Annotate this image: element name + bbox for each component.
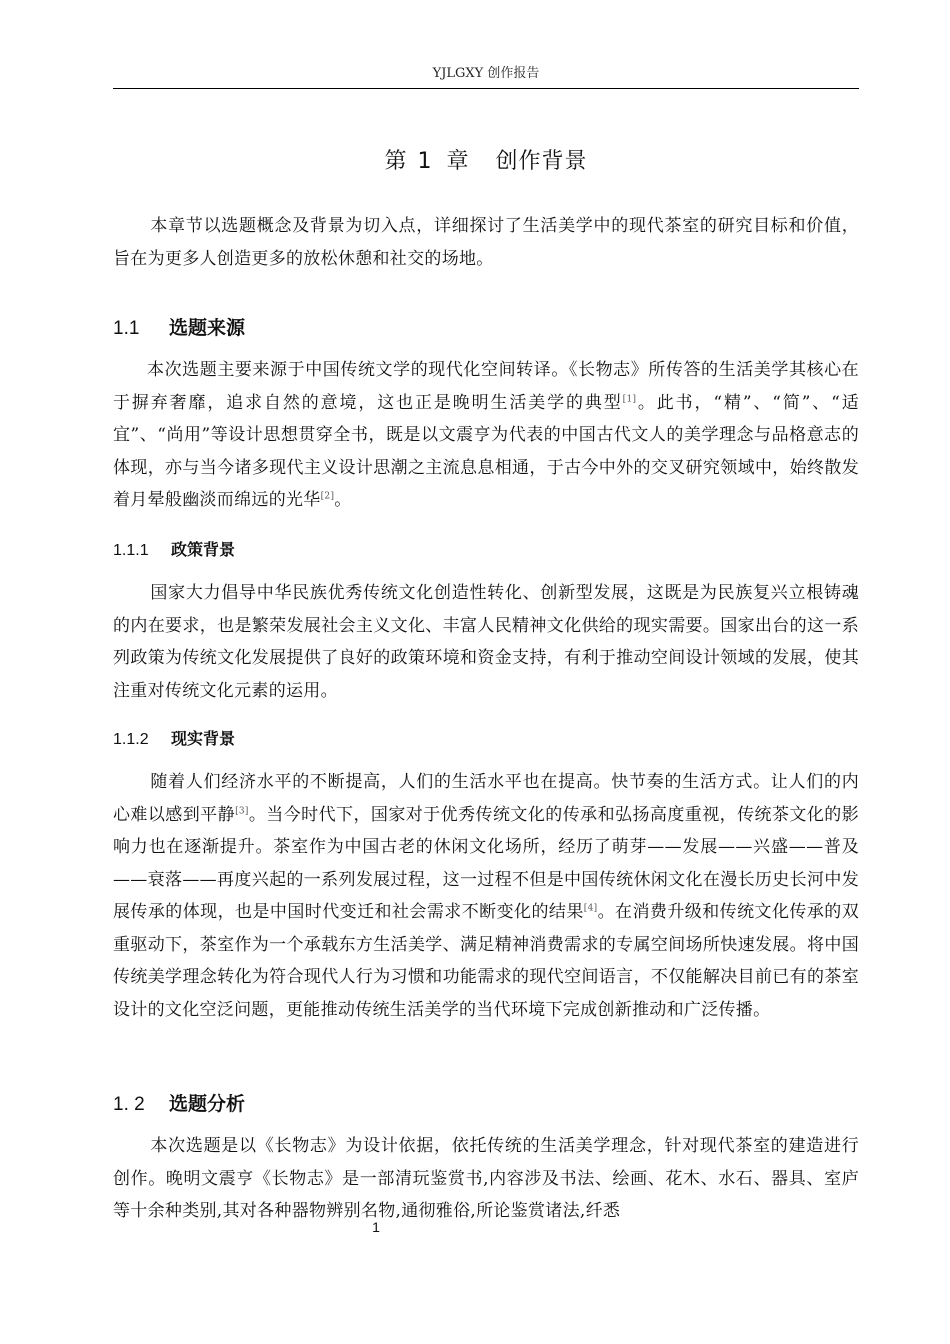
running-header: YJLGXY 创作报告	[432, 66, 540, 81]
section-number: 1.1.1	[113, 542, 149, 559]
paragraph-text: 。此书，“精”、“简”、“适宜”、“尚用”等设计思想贯穿全书，既是以文震亨为代表的中国古代文人的美学理念与品格意志的体现，亦与当今诸多现代主义设计思潮之主流息息相通，于古今中外的交叉研究领域中，始终散发着月晕般幽淡而绵远的光华	[113, 392, 860, 510]
chapter-number: 1	[417, 149, 433, 174]
paragraph-text: 随着人们经济水平的不断提高，人们的生活水平也在提高。快节奏的生活方式。让人们的内心难以感到平静	[113, 772, 859, 825]
section-number: 1.1	[113, 318, 140, 339]
citation-ref: [1]	[622, 393, 637, 404]
section-number: 1. 2	[113, 1094, 145, 1115]
section-heading-1-1-2	[113, 727, 859, 752]
section-heading-1-2	[113, 1090, 859, 1119]
citation-ref: [3]	[235, 805, 249, 816]
chapter-title-text: 创作背景	[495, 149, 588, 174]
section-1-2-paragraph: 本次选题是以《长物志》为设计依据，依托传统的生活美学理念，针对现代茶室的建造进行创作。晚明文震亨《长物志》是一部清玩鉴赏书,内容涉及书法、绘画、花木、水石、器具、室庐等十余种类别,其对各种器物辨别名物,通彻雅俗,所论鉴赏诸法,纤悉	[113, 1136, 859, 1221]
section-1-1-paragraph	[113, 354, 859, 517]
section-heading-1-1-1	[113, 538, 859, 563]
paragraph-text: 本次选题主要来源于中国传统文学的现代化空间转译。《长物志》所传答的生活美学其核心在于摒弃奢靡，追求自然的意境，这也正是晚明生活美学的典型	[113, 360, 859, 413]
citation-ref: [2]	[320, 491, 335, 502]
section-title: 政策背景	[171, 540, 236, 559]
paragraph-text: 。	[334, 490, 352, 510]
section-title: 选题来源	[169, 317, 246, 339]
citation-ref: [4]	[583, 903, 598, 914]
section-title: 现实背景	[171, 729, 236, 748]
section-number: 1.1.2	[113, 731, 149, 748]
paragraph-text: 。当今时代下，国家对于优秀传统文化的传承和弘扬高度重视，传统茶文化的影响力也在逐渐提升。茶室作为中国古老的休闲文化场所，经历了萌芽——发展——兴盛——普及——衰落——再度兴起的一系列发展过程，这一过程不但是中国传统休闲文化在漫长历史长河中发展传承的体现，也是中国时代变迁和社会需求不断变化的结果	[113, 804, 859, 922]
section-heading-1-1	[113, 314, 859, 343]
section-1-1-2-paragraph	[113, 766, 859, 1026]
chapter-label-prefix: 第	[384, 149, 408, 174]
chapter-label-suffix: 章	[446, 149, 470, 174]
header-rule	[113, 88, 859, 89]
intro-paragraph: 本章节以选题概念及背景为切入点，详细探讨了生活美学中的现代茶室的研究目标和价值，旨在为更多人创造更多的放松休憩和社交的场地。	[113, 216, 859, 269]
section-1-1-1-paragraph: 国家大力倡导中华民族优秀传统文化创造性转化、创新型发展，这既是为民族复兴立根铸魂的内在要求，也是繁荣发展社会主义文化、丰富人民精神文化供给的现实需要。国家出台的这一系列政策为传统文化发展提供了良好的政策环境和资金支持，有利于推动空间设计领域的发展，使其注重对传统文化元素的运用。	[113, 583, 859, 701]
chapter-title	[113, 146, 859, 178]
paragraph-text: 。在消费升级和传统文化传承的双重驱动下，茶室作为一个承载东方生活美学、满足精神消费需求的专属空间场所快速发展。将中国传统美学理念转化为符合现代人行为习惯和功能需求的现代空间语言，不仅能解决目前已有的茶室设计的文化空泛问题，更能推动传统生活美学的当代环境下完成创新推动和广泛传播。	[113, 902, 860, 1020]
page-number: 1	[372, 1219, 380, 1235]
section-title: 选题分析	[169, 1093, 246, 1115]
